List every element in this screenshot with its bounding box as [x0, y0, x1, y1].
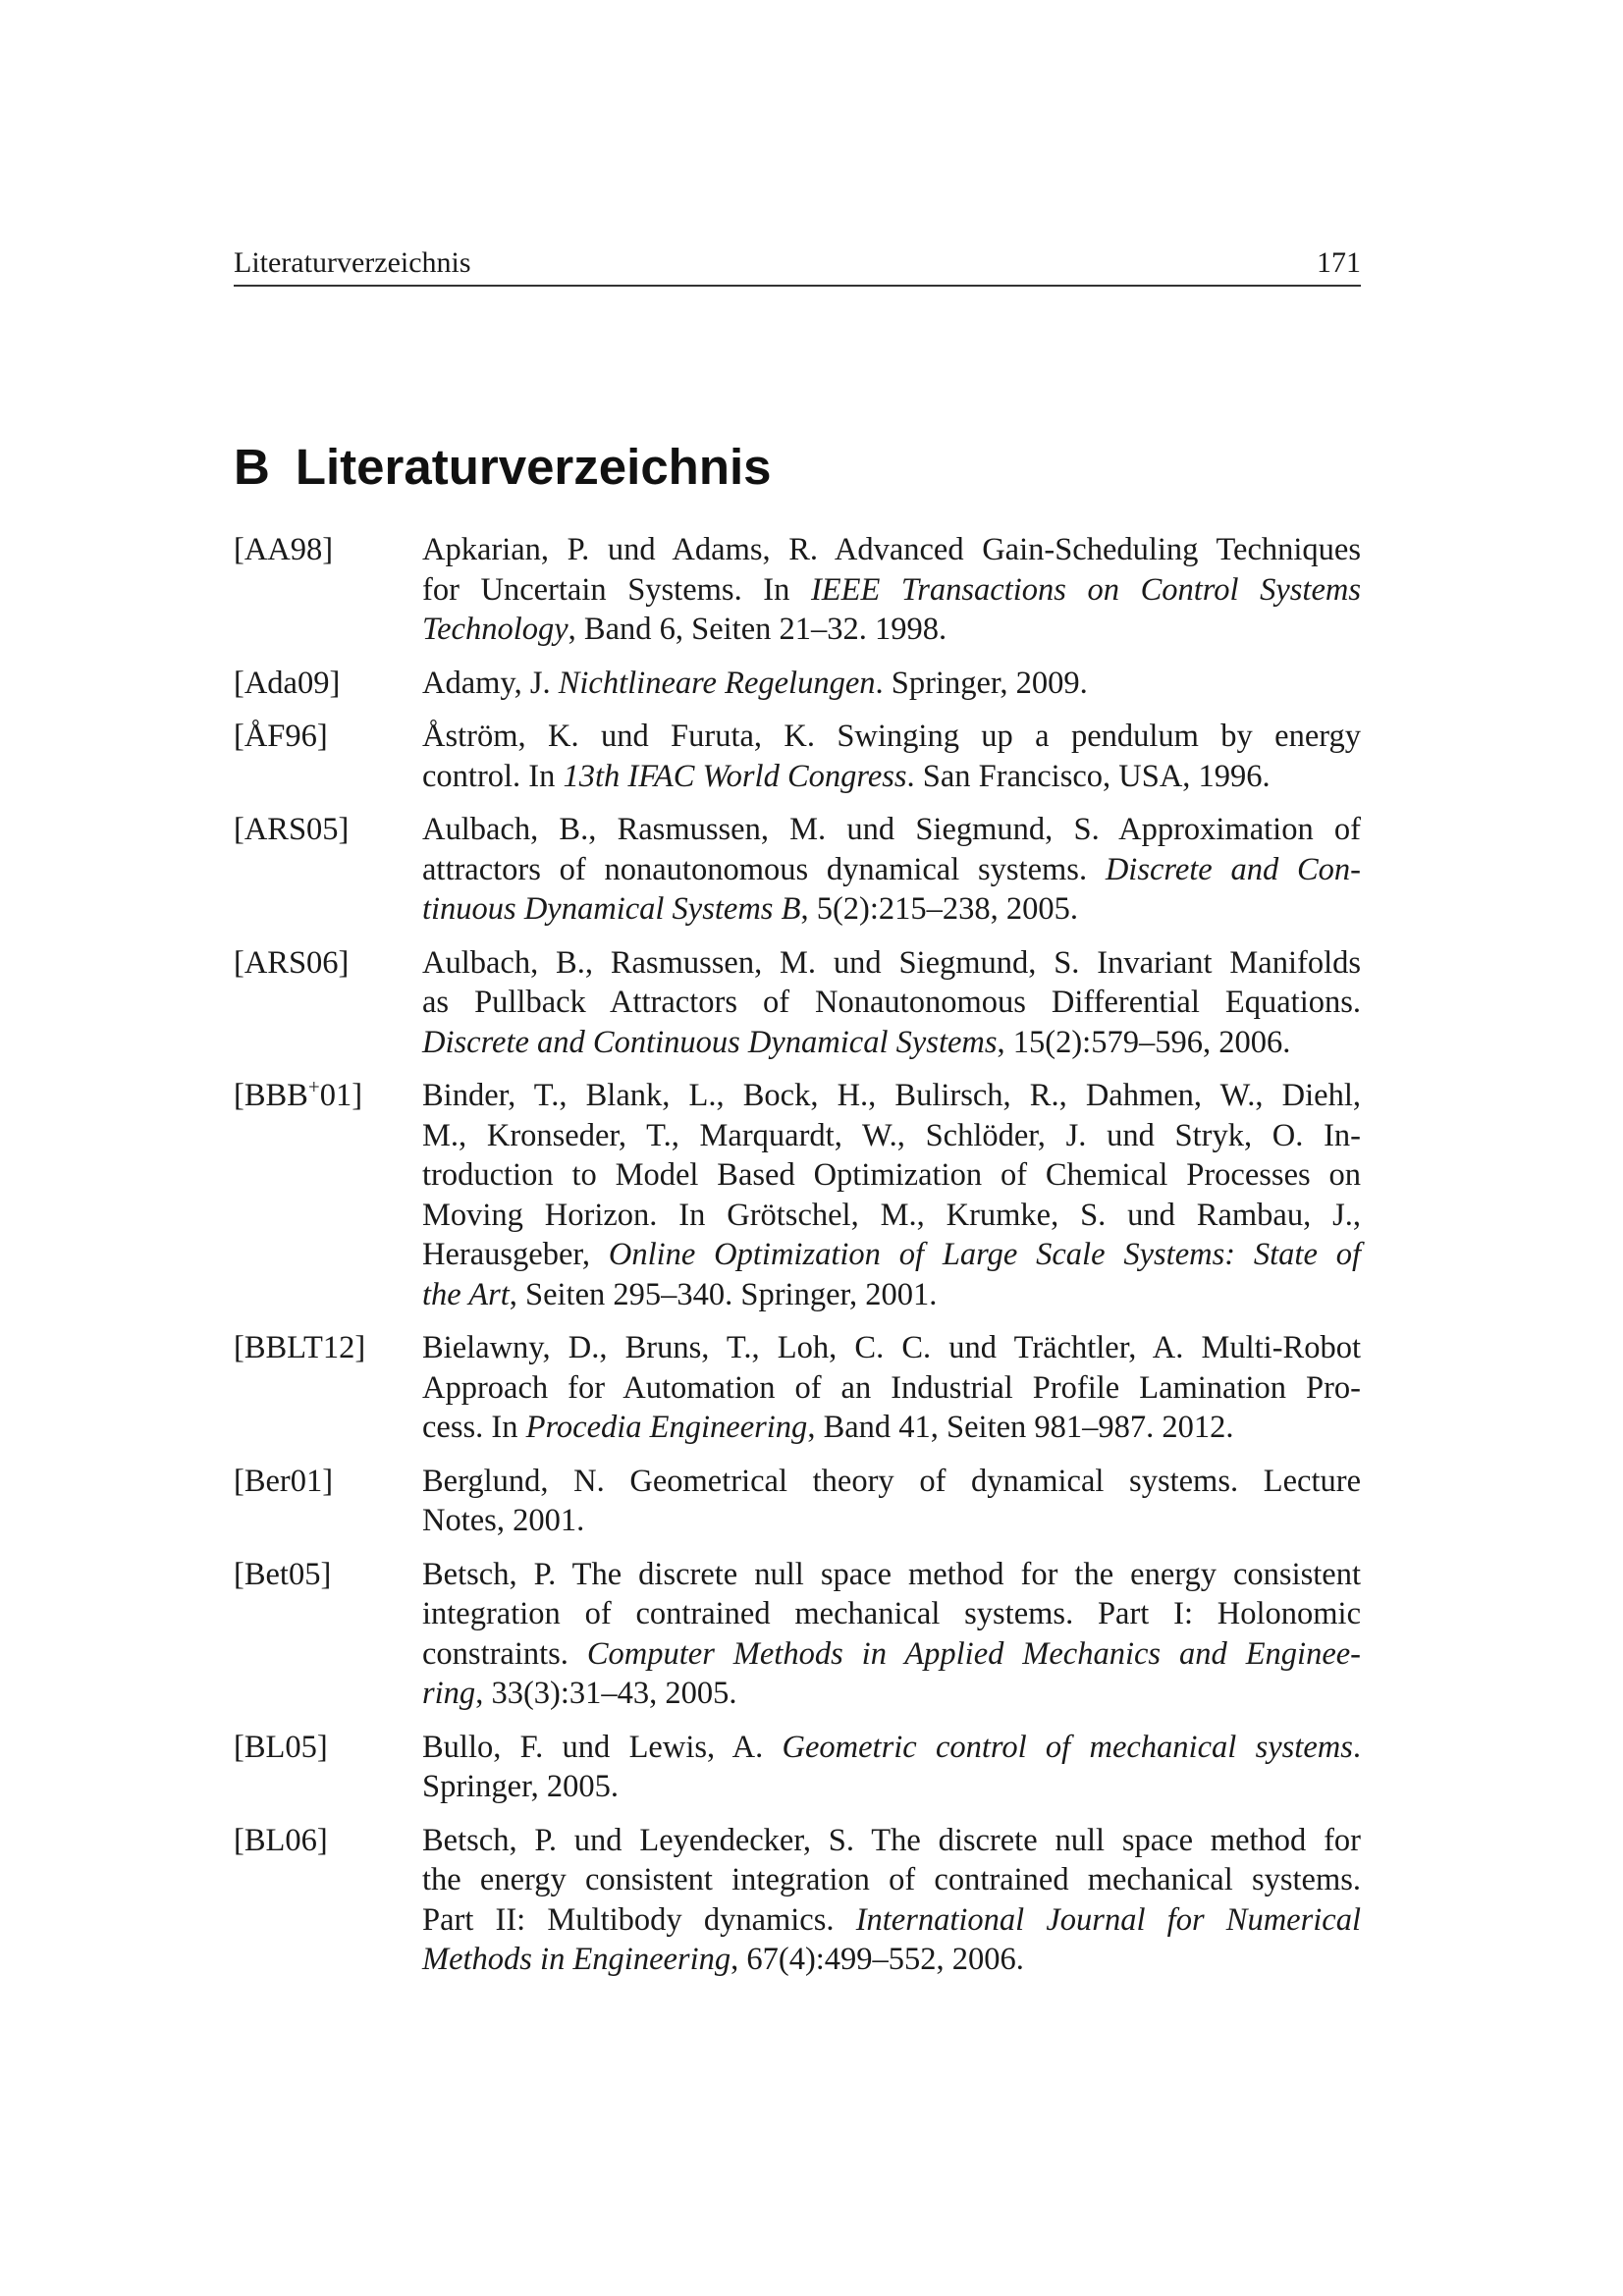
bib-line: [422, 1275, 1361, 1315]
bib-text: , 5(2):215–238, 2005.: [800, 891, 1078, 927]
bib-line: [422, 1501, 1361, 1541]
bib-key-superscript: +: [307, 1075, 320, 1098]
bib-text: , 15(2):579–596, 2006.: [997, 1024, 1291, 1060]
bib-line: [422, 1196, 1361, 1236]
bib-entry: [234, 1462, 1361, 1541]
bib-line: [422, 1368, 1361, 1409]
bib-line: [422, 1900, 1361, 1941]
bib-line: [422, 1821, 1361, 1861]
bib-line: [422, 757, 1361, 797]
bib-text: Aulbach, B., Rasmussen, M. und Siegmund, S. Approximation of: [422, 812, 1361, 847]
bib-text: , 67(4):499–552, 2006.: [730, 1942, 1024, 1977]
bib-text: Bullo, F. und Lewis, A.: [422, 1729, 783, 1765]
bib-entry: [234, 943, 1361, 1063]
bib-text-italic: Discrete and Con-: [1105, 851, 1361, 887]
bib-line: [422, 889, 1361, 930]
bib-text-italic: Methods in Engineering: [422, 1942, 731, 1977]
bib-line: [422, 717, 1361, 757]
bib-text-italic: the Art: [422, 1276, 510, 1312]
bib-line: [422, 1076, 1361, 1116]
bib-key-text-end: 01]: [319, 1078, 363, 1113]
bib-line: [422, 1555, 1361, 1595]
bib-text-italic: Nichtlineare Regelungen: [558, 665, 876, 701]
bib-text: .: [1352, 1729, 1361, 1765]
bib-entry: [234, 1555, 1361, 1714]
bib-text: . Springer, 2009.: [875, 665, 1088, 701]
bib-text: Adamy, J.: [422, 665, 559, 701]
bib-text: integration of contrained mechanical systems. Part I: Holonomic: [422, 1596, 1361, 1631]
bib-key-text: [ÅF96]: [234, 719, 328, 754]
bib-key-text: [BBLT12]: [234, 1330, 366, 1365]
bib-line: [422, 1023, 1361, 1063]
bibliography-list: [234, 530, 1361, 1994]
bib-text-italic: International Journal for Numerical: [855, 1901, 1361, 1938]
bib-text: Betsch, P. und Leyendecker, S. The discrete null space method for: [422, 1822, 1361, 1858]
bib-line: [422, 1674, 1361, 1714]
bib-text: control. In: [422, 758, 564, 794]
bib-key-text: [Ber01]: [234, 1463, 334, 1499]
bib-key-text: [BL05]: [234, 1729, 328, 1765]
bib-text: Betsch, P. The discrete null space method for the energy consistent: [422, 1556, 1361, 1592]
bib-text-italic: Geometric control of mechanical systems: [782, 1729, 1353, 1765]
bib-line: [422, 810, 1361, 850]
bib-key-text: [BL06]: [234, 1822, 328, 1858]
bib-text: Moving Horizon. In Grötschel, M., Krumke, S. und Rambau, J.,: [422, 1197, 1361, 1233]
bib-key-text: [Bet05]: [234, 1556, 332, 1592]
bib-text-italic: Online Optimization of Large Scale Systems: State of: [608, 1237, 1361, 1272]
bib-key-text: [ARS05]: [234, 812, 350, 847]
bib-line: [422, 1235, 1361, 1275]
bib-line: [422, 1767, 1361, 1807]
bib-text-italic: Discrete and Continuous Dynamical Systems: [422, 1024, 998, 1060]
bib-line: [422, 664, 1361, 704]
bib-text-italic: Computer Methods in Applied Mechanics and Enginee-: [586, 1635, 1361, 1672]
bib-entry: [234, 1328, 1361, 1448]
bib-line: [422, 943, 1361, 984]
bib-key-text: [BBB: [234, 1078, 308, 1113]
bib-entry: [234, 530, 1361, 650]
bib-line: [422, 1328, 1361, 1368]
bib-line: [422, 1728, 1361, 1768]
bib-key: [234, 1328, 365, 1368]
chapter-title-text: Literaturverzeichnis: [295, 439, 772, 495]
bib-text: , 33(3):31–43, 2005.: [475, 1676, 737, 1711]
bib-key-text: [AA98]: [234, 532, 334, 567]
bib-text: Herausgeber,: [422, 1237, 609, 1272]
bib-key: [234, 1821, 328, 1861]
bib-line: [422, 1594, 1361, 1634]
running-header: [234, 245, 1361, 287]
bib-text: cess. In: [422, 1410, 526, 1445]
bib-text: , Band 41, Seiten 981–987. 2012.: [807, 1410, 1234, 1445]
bib-text: Part II: Multibody dynamics.: [422, 1901, 856, 1938]
bib-line: [422, 850, 1361, 890]
bib-key-text: [ARS06]: [234, 944, 350, 981]
bib-line: [422, 1940, 1361, 1980]
bib-text: for Uncertain Systems. In: [422, 571, 811, 608]
bib-text-italic: 13th IFAC World Congress: [563, 758, 907, 794]
bib-text: Springer, 2005.: [422, 1769, 619, 1804]
running-title: Literaturverzeichnis: [234, 246, 471, 279]
bib-entry: [234, 810, 1361, 930]
bib-text: troduction to Model Based Optimization of Chemical Processes on: [422, 1157, 1361, 1193]
bib-text-italic: Procedia Engineering: [525, 1410, 808, 1445]
bib-text: constraints.: [422, 1635, 587, 1672]
bib-entry: [234, 664, 1361, 704]
bib-key: [234, 1555, 331, 1595]
bib-text: , Seiten 295–340. Springer, 2001.: [509, 1276, 938, 1312]
bib-line: [422, 983, 1361, 1023]
bib-key: [234, 717, 328, 757]
bib-text: Berglund, N. Geometrical theory of dynamical systems. Lecture: [422, 1463, 1361, 1499]
bib-text: Aulbach, B., Rasmussen, M. und Siegmund, S. Invariant Manifolds: [422, 944, 1361, 981]
bib-line: [422, 1462, 1361, 1502]
bib-text-italic: ring: [422, 1676, 476, 1711]
bib-entry: [234, 1728, 1361, 1807]
chapter-title: [234, 438, 772, 497]
bib-text: as Pullback Attractors of Nonautonomous Differential Equations.: [422, 985, 1361, 1020]
bib-text-italic: tinuous Dynamical Systems B: [422, 891, 801, 927]
bib-key: [234, 530, 333, 570]
bib-entry: [234, 717, 1361, 796]
bib-line: [422, 1155, 1361, 1196]
bib-text: Bielawny, D., Bruns, T., Loh, C. C. und Trächtler, A. Multi-Robot: [422, 1330, 1361, 1365]
bib-line: [422, 610, 1361, 650]
bib-key: [234, 1462, 333, 1502]
bib-key: [234, 1076, 362, 1116]
bib-text: . San Francisco, USA, 1996.: [906, 758, 1271, 794]
bib-key: [234, 664, 340, 704]
bib-text: attractors of nonautonomous dynamical systems.: [422, 851, 1106, 887]
bib-key: [234, 810, 349, 850]
bib-text: M., Kronseder, T., Marquardt, W., Schlöder, J. und Stryk, O. In-: [422, 1117, 1361, 1153]
bib-text: Åström, K. und Furuta, K. Swinging up a pendulum by energy: [422, 719, 1361, 754]
bib-key: [234, 1728, 328, 1768]
bib-entry: [234, 1076, 1361, 1314]
bib-text-italic: Technology: [422, 612, 568, 647]
bib-text: the energy consistent integration of contrained mechanical systems.: [422, 1862, 1361, 1897]
page-number: 171: [1317, 246, 1361, 279]
bib-entry: [234, 1821, 1361, 1980]
bib-text: , Band 6, Seiten 21–32. 1998.: [568, 612, 947, 647]
bib-text: Binder, T., Blank, L., Bock, H., Bulirsch, R., Dahmen, W., Diehl,: [422, 1078, 1361, 1113]
bib-text: Notes, 2001.: [422, 1503, 585, 1538]
bib-line: [422, 1116, 1361, 1156]
bib-text: Apkarian, P. und Adams, R. Advanced Gain-Scheduling Techniques: [422, 532, 1361, 567]
bib-line: [422, 570, 1361, 611]
bib-line: [422, 1634, 1361, 1675]
chapter-number: B: [234, 439, 270, 495]
bib-line: [422, 1408, 1361, 1448]
bib-key: [234, 943, 349, 984]
bib-line: [422, 530, 1361, 570]
bib-text: Approach for Automation of an Industrial Profile Lamination Pro-: [422, 1369, 1361, 1406]
bib-text-italic: IEEE Transactions on Control Systems: [810, 571, 1361, 608]
bib-line: [422, 1860, 1361, 1900]
bib-key-text: [Ada09]: [234, 665, 341, 701]
